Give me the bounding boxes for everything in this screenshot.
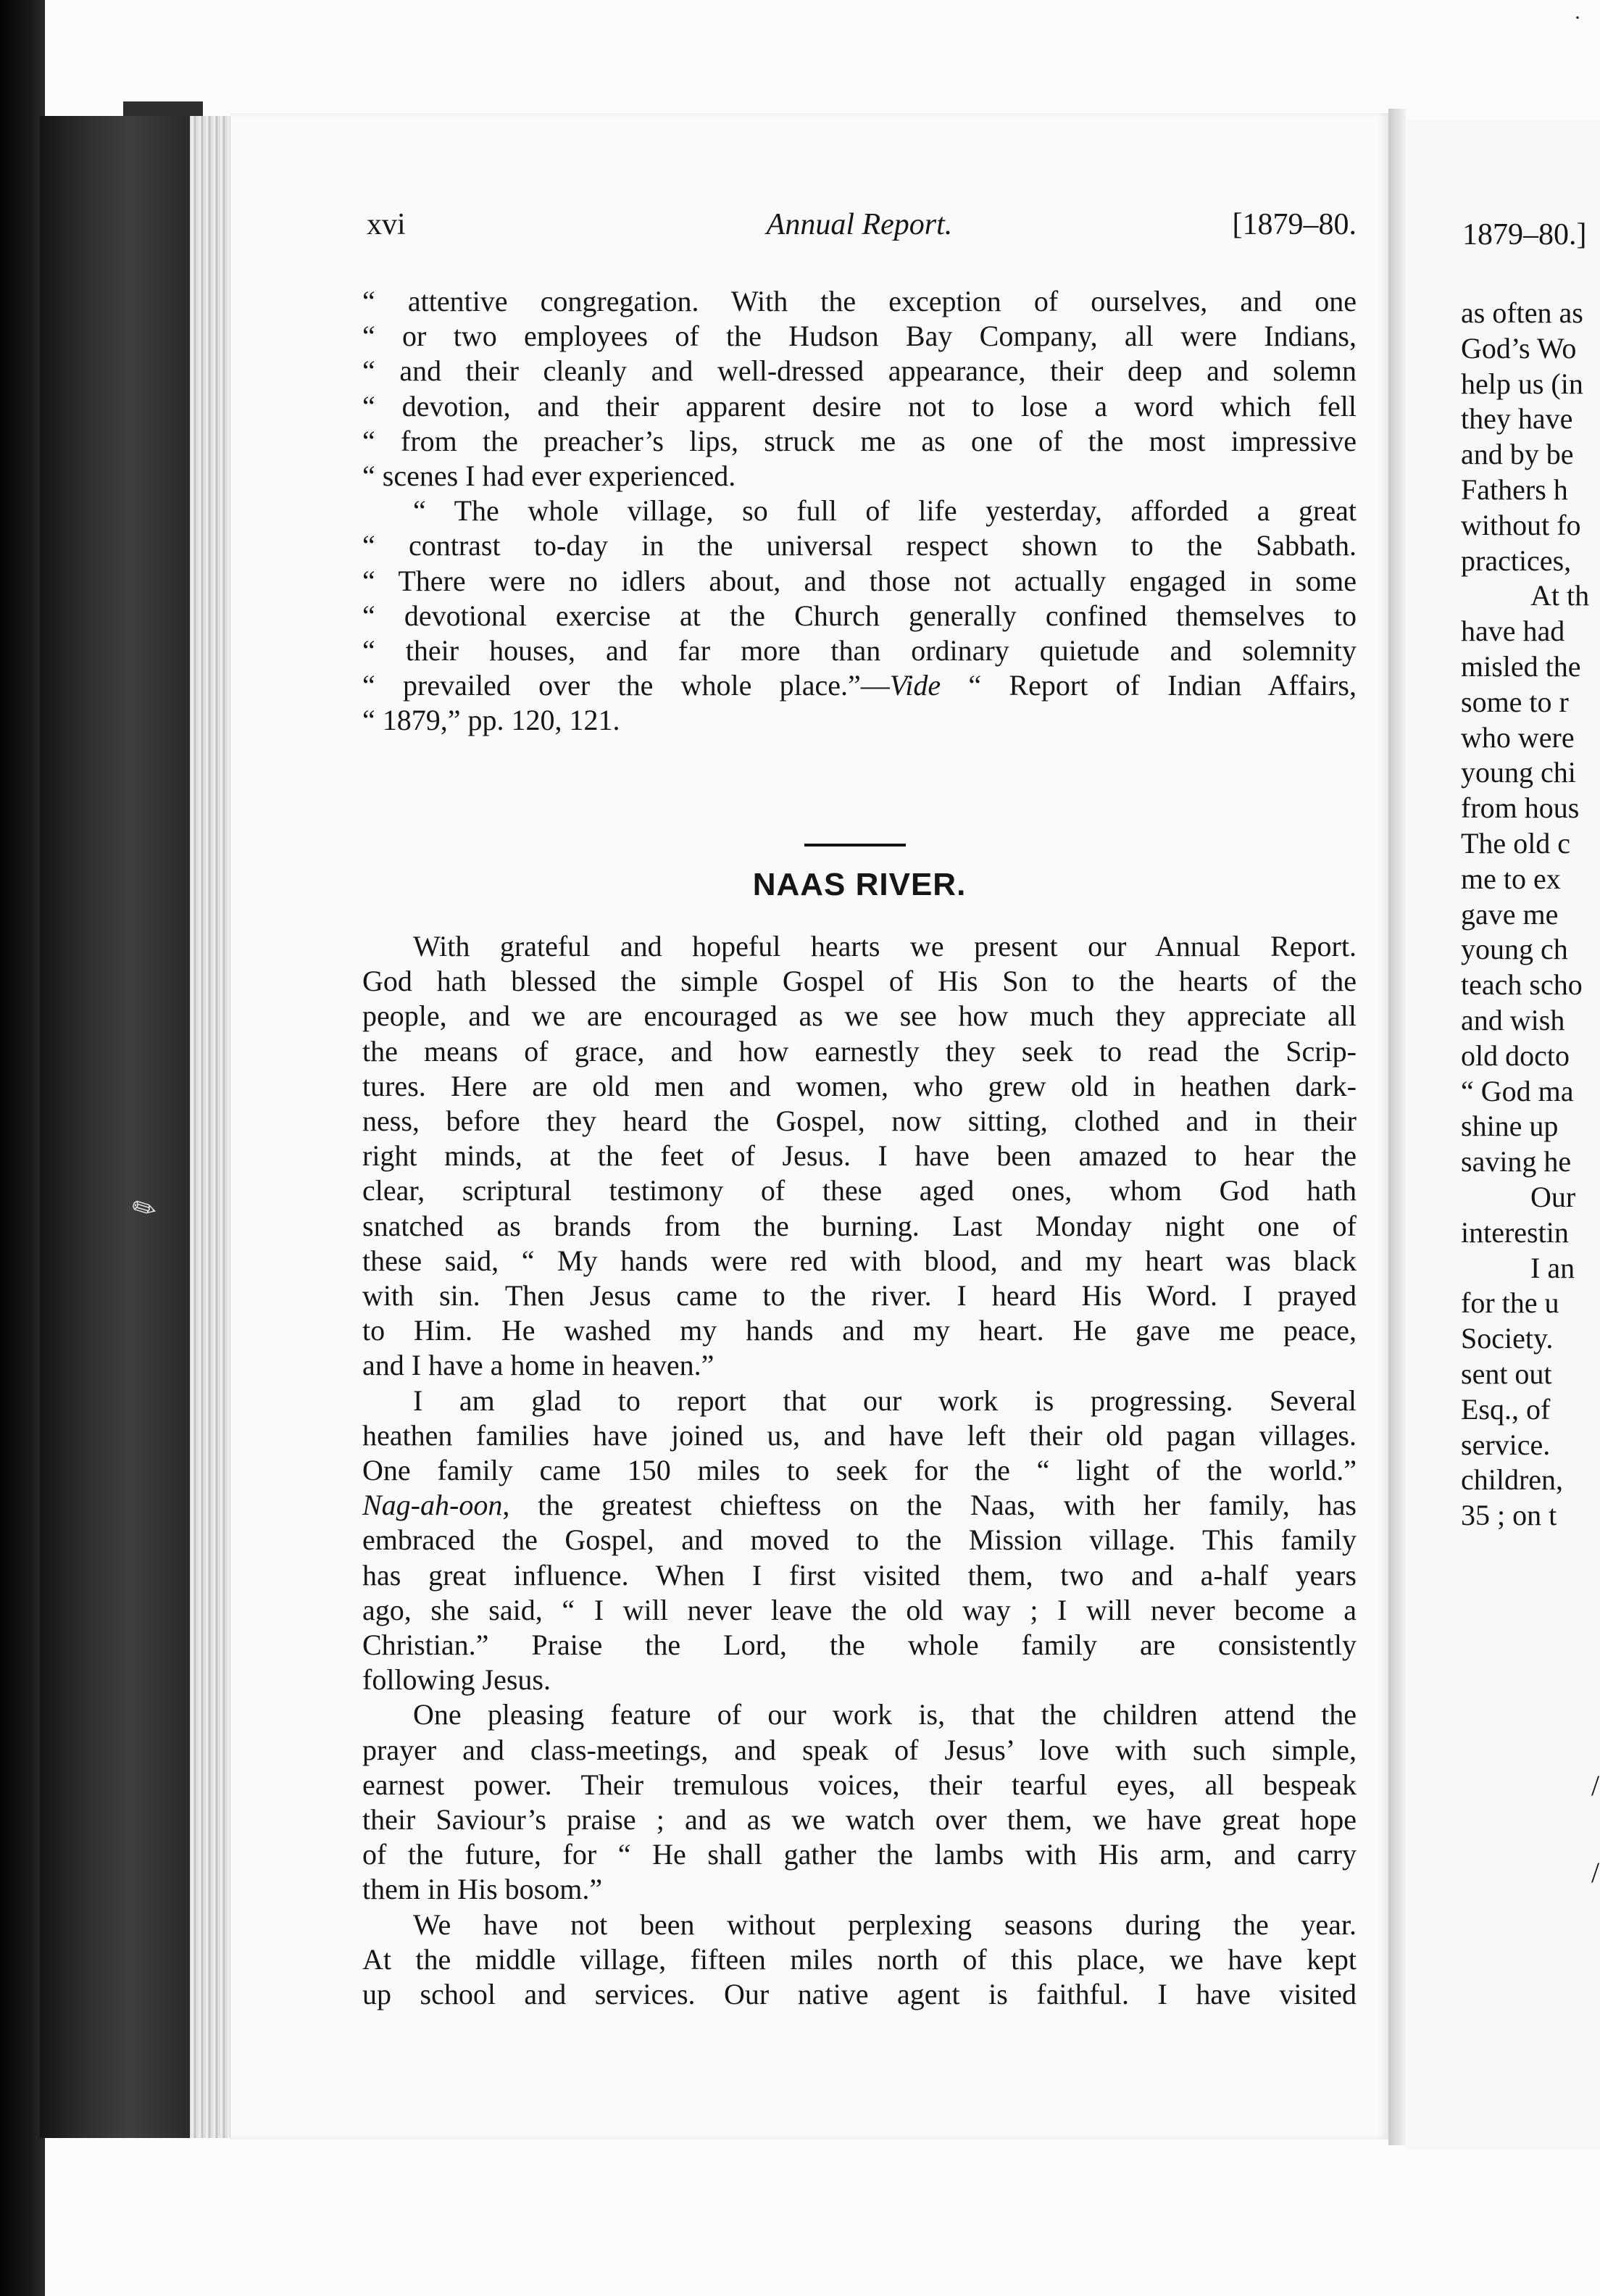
right-line: practices,	[1461, 544, 1572, 577]
right-line: Our	[1530, 1180, 1576, 1213]
quote-line: “ There were no idlers about, and those not actually engaged in some	[362, 564, 1357, 597]
right-line: they have	[1461, 402, 1573, 436]
right-line: me to ex	[1461, 862, 1561, 895]
right-line: who were	[1461, 720, 1575, 754]
body-line: One pleasing feature of our work is, that the children attend the	[413, 1698, 1357, 1731]
quote-line: “ devotion, and their apparent desire not to lose a word which fell	[362, 389, 1357, 423]
pencil-mark-icon: ✎	[126, 1189, 163, 1229]
right-line: misled the	[1461, 649, 1581, 683]
corner-dot-mark: ·	[1574, 6, 1581, 30]
right-line: sent out	[1461, 1357, 1552, 1390]
body-line: heathen families have joined us, and have left their old pagan villages.	[362, 1418, 1357, 1452]
right-line: help us (in	[1461, 367, 1583, 400]
running-title: Annual Report.	[766, 208, 953, 241]
right-line: shine up	[1461, 1110, 1559, 1143]
body-line: ago, she said, “ I will never leave the old way ; I will never become a	[362, 1593, 1357, 1626]
quote-line: “ 1879,” pp. 120, 121.	[362, 704, 620, 737]
right-stray-mark: /	[1591, 1769, 1600, 1802]
quote-line: “ prevailed over the whole place.”—Vide “ Report of Indian Affairs,	[362, 669, 1357, 702]
right-line: I an	[1530, 1251, 1575, 1284]
right-line: children,	[1461, 1463, 1564, 1497]
right-line: teach scho	[1461, 968, 1583, 1002]
quote-line: “ devotional exercise at the Church generally confined themselves to	[362, 599, 1357, 632]
body-line: We have not been without perplexing seasons during the year.	[413, 1908, 1357, 1941]
right-stray-mark: /	[1591, 1856, 1600, 1889]
right-line: from hous	[1461, 791, 1580, 825]
right-line: and by be	[1461, 438, 1574, 471]
quote-line: “ their houses, and far more than ordinary quietude and solemnity	[362, 634, 1357, 667]
body-line: these said, “ My hands were red with blood, and my heart was black	[362, 1244, 1357, 1277]
right-line: for the u	[1461, 1286, 1559, 1320]
body-line: their Saviour’s praise ; and as we watch over them, we have great hope	[362, 1803, 1357, 1837]
body-line: ness, before they heard the Gospel, now sitting, clothed and in their	[362, 1105, 1357, 1138]
body-line: Christian.” Praise the Lord, the whole family are consistently	[362, 1629, 1357, 1662]
quote-line: “ The whole village, so full of life yesterday, afforded a great	[413, 494, 1357, 528]
quote-line: “ attentive congregation. With the exception of ourselves, and one	[362, 285, 1357, 317]
right-line: old docto	[1461, 1039, 1570, 1072]
body-line: and I have a home in heaven.”	[362, 1349, 714, 1382]
book-cover-edge	[40, 116, 203, 2138]
page-stack-edge	[190, 116, 233, 2138]
right-line: Society.	[1461, 1322, 1554, 1355]
body-line: snatched as brands from the burning. Last Monday night one of	[362, 1209, 1357, 1242]
section-divider	[804, 844, 906, 847]
quoted-passage	[362, 284, 1357, 739]
body-line: God hath blessed the simple Gospel of His Son to the hearts of the	[362, 965, 1357, 998]
body-line: clear, scriptural testimony of these aged ones, whom God hath	[362, 1174, 1357, 1207]
body-line: tures. Here are old men and women, who grew old in heathen dark-	[362, 1069, 1357, 1102]
right-line: saving he	[1461, 1145, 1572, 1178]
body-line: Nag-ah-oon, the greatest chieftess on the Naas, with her family, has	[362, 1489, 1357, 1522]
body-line: following Jesus.	[362, 1663, 551, 1697]
body-line: At the middle village, fifteen miles north of this place, we have kept	[362, 1942, 1357, 1976]
running-years: [1879–80.	[1232, 208, 1357, 241]
body-line: of the future, for “ He shall gather the lambs with His arm, and carry	[362, 1838, 1357, 1871]
body-line: people, and we are encouraged as we see how much they appreciate all	[362, 999, 1357, 1033]
right-line: “ God ma	[1461, 1074, 1574, 1107]
right-line: service.	[1461, 1428, 1551, 1461]
scanner-background	[0, 0, 45, 2296]
right-line: as often as	[1461, 296, 1583, 329]
quote-line: “ contrast to-day in the universal respect shown to the Sabbath.	[362, 529, 1357, 562]
body-line: With grateful and hopeful hearts we present our Annual Report.	[413, 930, 1357, 962]
quote-line: “ scenes I had ever experienced.	[362, 459, 736, 493]
right-line: young ch	[1461, 933, 1568, 966]
report-body	[362, 929, 1357, 2012]
body-line: the means of grace, and how earnestly they seek to read the Scrip-	[362, 1034, 1357, 1068]
body-line: I am glad to report that our work is progressing. Several	[413, 1384, 1357, 1417]
section-heading: NAAS RIVER.	[752, 867, 967, 902]
body-line: earnest power. Their tremulous voices, their tearful eyes, all bespeak	[362, 1768, 1357, 1801]
right-page-text	[1461, 296, 1589, 1534]
right-line: have had	[1461, 615, 1565, 648]
body-line: to Him. He washed my hands and my heart. He gave me peace,	[362, 1314, 1357, 1347]
right-line: some to r	[1461, 685, 1569, 718]
quote-line: “ from the preacher’s lips, struck me as one of the most impressive	[362, 424, 1357, 457]
right-line: God’s Wo	[1461, 331, 1577, 365]
body-line: embraced the Gospel, and moved to the Mission village. This family	[362, 1523, 1357, 1557]
right-line: Fathers h	[1461, 473, 1568, 506]
body-line: them in His bosom.”	[362, 1873, 603, 1906]
page-gutter	[1388, 109, 1406, 2145]
right-line: interestin	[1461, 1215, 1569, 1249]
right-line: without fo	[1461, 508, 1581, 541]
body-line: right minds, at the feet of Jesus. I have been amazed to hear the	[362, 1139, 1357, 1173]
right-line: and wish	[1461, 1003, 1565, 1036]
right-line: Esq., of	[1461, 1392, 1551, 1426]
body-line: up school and services. Our native agent is faithful. I have visited	[362, 1978, 1357, 2011]
right-line: young chi	[1461, 756, 1576, 789]
running-header	[362, 207, 1357, 251]
body-line: prayer and class-meetings, and speak of Jesus’ love with such simple,	[362, 1733, 1357, 1766]
quote-line: “ or two employees of the Hudson Bay Company, all were Indians,	[362, 320, 1357, 353]
body-line: One family came 150 miles to seek for the “ light of the world.”	[362, 1454, 1357, 1487]
right-line: gave me	[1461, 897, 1559, 931]
right-line: At th	[1530, 579, 1590, 612]
right-running-header: 1879–80.]	[1462, 218, 1587, 251]
right-line: The old c	[1461, 826, 1571, 860]
quote-line: “ and their cleanly and well-dressed appearance, their deep and solemn	[362, 354, 1357, 388]
body-line: with sin. Then Jesus came to the river. I heard His Word. I prayed	[362, 1279, 1357, 1313]
folio-number: xvi	[367, 208, 406, 241]
body-line: has great influence. When I first visited them, two and a-half years	[362, 1558, 1357, 1592]
right-line: 35 ; on t	[1461, 1499, 1557, 1532]
